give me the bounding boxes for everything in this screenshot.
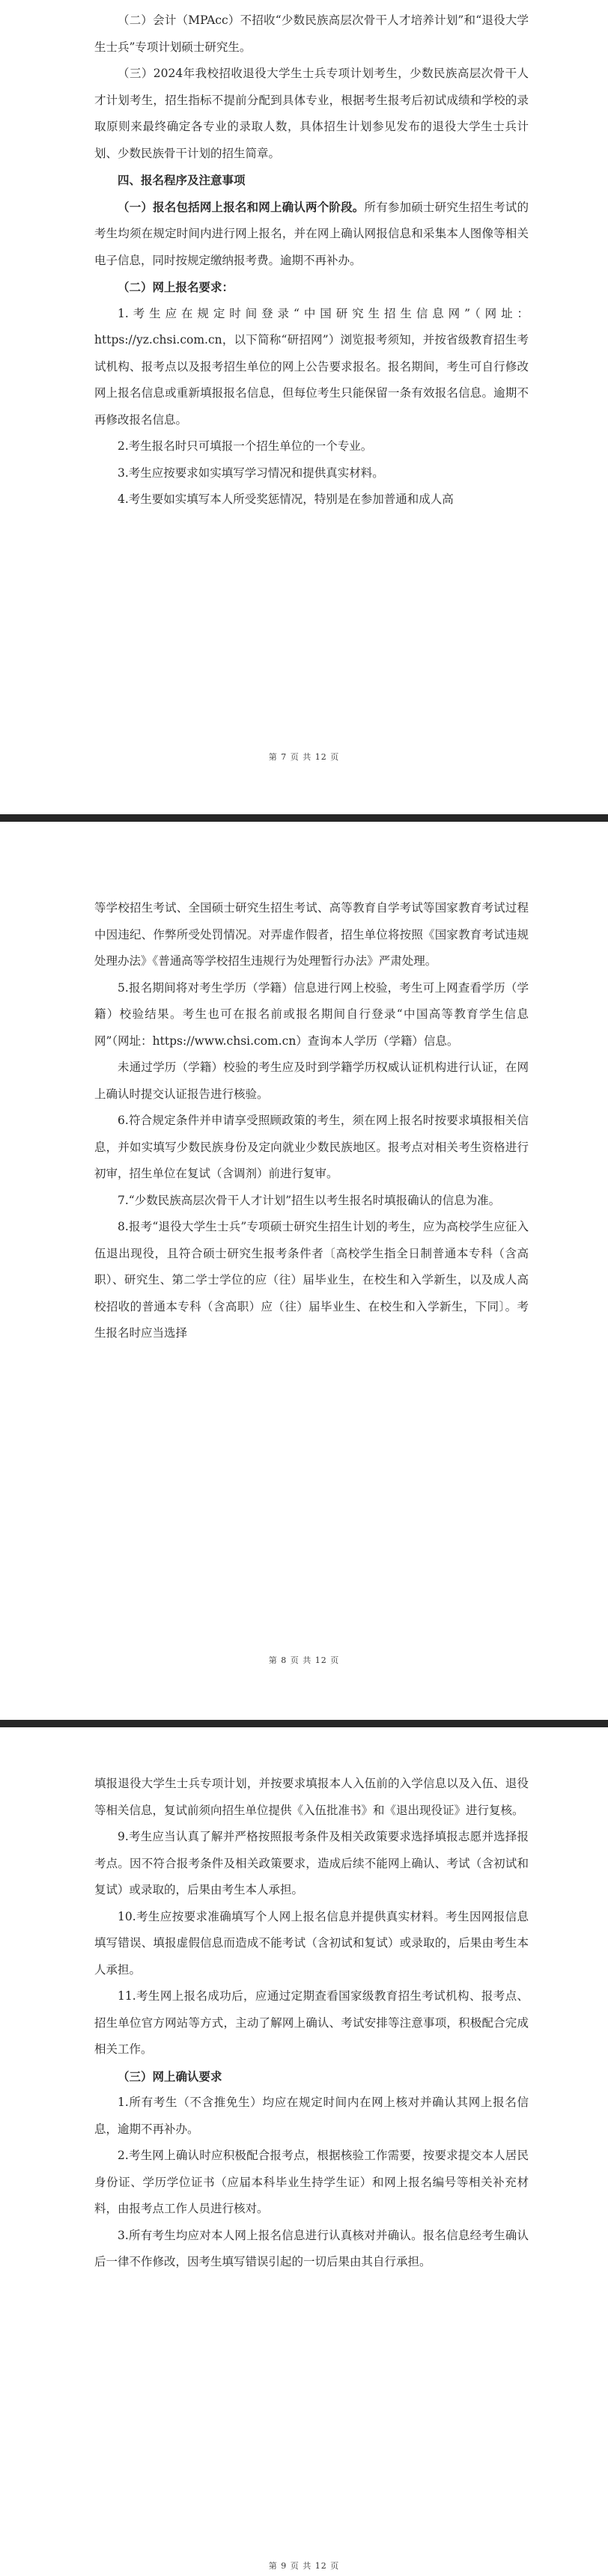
paragraph: 1.考生应在规定时间登录“中国研究生招生信息网”（网址：https://yz.chsi.com.cn，以下简称“研招网”）浏览报考须知，并按省级教育招生考试机构、报考点以及报考招生单位的网上公告要求报名。报名期间，考生可自行修改网上报名信息或重新填报报名信息，但每位考生只能保留一条有效报名信息。逾期不再修改报名信息。 [94,306,529,427]
paragraph: （三）2024年我校招收退役大学生士兵专项计划考生，少数民族高层次骨干人才计划考生，招生指标不提前分配到具体专业，根据考生报考后初试成绩和学校的录取原则来最终确定各专业的录取人数，具体招生计划参见发布的退役大学生士兵计划、少数民族骨干计划的招生简章。 [94,67,529,160]
paragraph: 6.符合规定条件并申请享受照顾政策的考生，须在网上报名时按要求填报相关信息，并如实填写少数民族身份及定向就业少数民族地区。报考点对相关考生资格进行初审，招生单位在复试（含调剂）前进行复审。 [94,1114,529,1180]
page-separator [0,814,608,822]
page-footer: 第 7 页 共 12 页 [268,752,340,762]
paragraph: 10.考生应按要求准确填写个人网上报名信息并提供真实材料。考生因网报信息填写错误、填报虚假信息而造成不能考试（含初试和复试）或录取的，后果由考生本人承担。 [94,1909,529,1977]
subsection-heading: （三）网上确认要求 [118,2069,222,2084]
paragraph: （二）会计（MPAcc）不招收“少数民族高层次骨干人才培养计划”和“退役大学生士兵”专项计划硕士研究生。 [94,13,529,54]
page-content [94,7,529,513]
paragraph-text: 所有参加硕士研究生招生考试的考生均须在规定时间内进行网上报名，并在网上确认网报信息和采集本人图像等相关电子信息，同时按规定缴纳报考费。逾期不再补办。 [94,200,529,267]
paragraph: 3.考生应按要求如实填写学习情况和提供真实材料。 [118,466,384,480]
document-page-8 [0,822,608,1720]
page-separator [0,1720,608,1727]
document-page-9 [0,1727,608,2576]
paragraph: 1.所有考生（不含推免生）均应在规定时间内在网上核对并确认其网上报名信息，逾期不再补办。 [94,2096,529,2136]
paragraph: 填报退役大学生士兵专项计划，并按要求填报本人入伍前的入学信息以及入伍、退役等相关信息，复试前须向招生单位提供《入伍批准书》和《退出现役证》进行复核。 [94,1777,529,1817]
paragraph: 9.考生应当认真了解并严格按照报考条件及相关政策要求选择填报志愿并选择报考点。因不符合报考条件及相关政策要求，造成后续不能网上确认、考试（含初试和复试）或录取的，后果由考生本人承担。 [94,1830,529,1896]
paragraph: 8.报考“退役大学生士兵”专项硕士研究生招生计划的考生，应为高校学生应征入伍退出现役，且符合硕士研究生报考条件者〔高校学生指全日制普通本专科（含高职）、研究生、第二学士学位的应（往）届毕业生，在校生和入学新生，以及成人高校招收的普通本专科（含高职）应（往）届毕业生、在校生和入学新生，下同〕。考生报名时应当选择 [94,1220,529,1340]
paragraph: 3.所有考生均应对本人网上报名信息进行认真核对并确认。报名信息经考生确认后一律不作修改，因考生填写错误引起的一切后果由其自行承担。 [94,2228,529,2268]
paragraph: 未通过学历（学籍）校验的考生应及时到学籍学历权威认证机构进行认证，在网上确认时提交认证报告进行核验。 [94,1060,529,1101]
paragraph: 等学校招生考试、全国硕士研究生招生考试、高等教育自学考试等国家教育考试过程中因违纪、作弊所受处罚情况。对弄虚作假者，招生单位将按照《国家教育考试违规处理办法》《普通高等学校招生违规行为处理暂行办法》严肃处理。 [94,901,529,968]
section-heading: 四、报名程序及注意事项 [118,173,246,187]
paragraph: 2.考生报名时只可填报一个招生单位的一个专业。 [118,439,373,453]
paragraph: 5.报名期间将对考生学历（学籍）信息进行网上校验，考生可上网查看学历（学籍）校验结果。考生也可在报名前或报名期间自行登录“中国高等教育学生信息网”（网址：https://www.chsi.com.cn）查询本人学历（学籍）信息。 [94,980,529,1048]
paragraph: 7.“少数民族高层次骨干人才计划”招生以考生报名时填报确认的信息为准。 [118,1193,501,1207]
page-content [94,1771,529,2276]
paragraph [94,194,529,275]
paragraph: 2.考生网上确认时应积极配合报考点，根据核验工作需要，按要求提交本人居民身份证、学历学位证书（应届本科毕业生持学生证）和网上报名编号等相关补充材料，由报考点工作人员进行核对。 [94,2149,529,2215]
subsection-heading: （二）网上报名要求： [118,280,234,294]
inline-heading: （一）报名包括网上报名和网上确认两个阶段。 [118,199,365,214]
page-footer: 第 9 页 共 12 页 [268,2561,340,2571]
document-page-7 [0,0,608,811]
paragraph: 11.考生网上报名成功后，应通过定期查看国家级教育招生考试机构、报考点、招生单位官方网站等方式，主动了解网上确认、考试安排等注意事项，积极配合完成相关工作。 [94,1989,529,2056]
paragraph: 4.考生要如实填写本人所受奖惩情况，特别是在参加普通和成人高 [118,492,454,506]
page-footer: 第 8 页 共 12 页 [268,1655,340,1665]
page-content [94,895,529,1347]
